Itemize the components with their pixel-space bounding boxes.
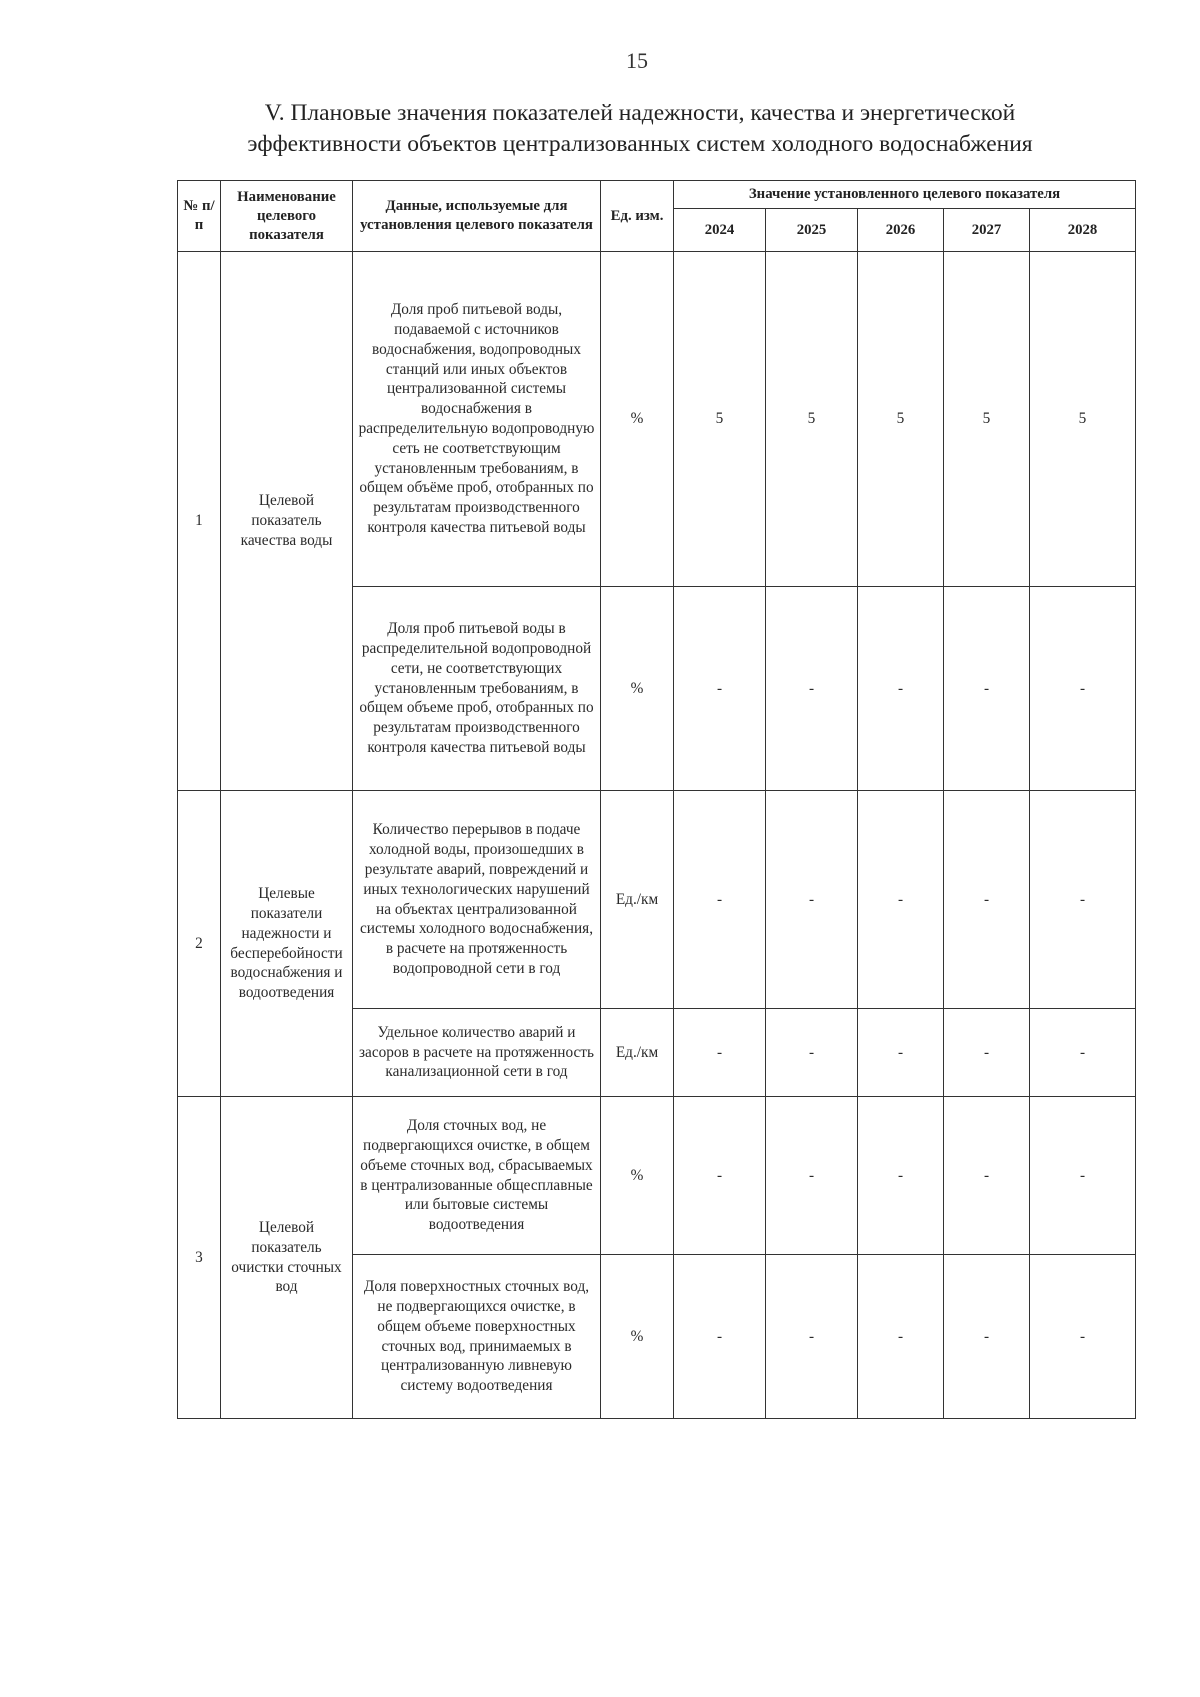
- header-year: 2024: [674, 209, 766, 252]
- header-data-used: Данные, используемые для установления целевого показателя: [353, 181, 601, 252]
- value-cell: -: [766, 1097, 858, 1255]
- value-cell: -: [766, 1009, 858, 1097]
- value-cell: -: [858, 587, 944, 791]
- section-title-line-1: V. Плановые значения показателей надежности, качества и энергетической: [264, 100, 1016, 126]
- indicator-data: Доля поверхностных сточных вод, не подвергающихся очистке, в общем объеме поверхностных сточных вод, принимаемых в централизованную ливневую систему водоотведения: [353, 1255, 601, 1419]
- value-cell: -: [858, 791, 944, 1009]
- value-cell: -: [944, 1255, 1030, 1419]
- value-cell: -: [858, 1255, 944, 1419]
- indicator-name: Целевой показатель качества воды: [221, 252, 353, 791]
- page-number: 15: [626, 48, 648, 73]
- value-cell: -: [944, 1097, 1030, 1255]
- row-number: 3: [178, 1097, 221, 1419]
- header-year: 2028: [1030, 209, 1136, 252]
- value-cell: -: [858, 1097, 944, 1255]
- value-cell: -: [674, 791, 766, 1009]
- value-cell: 5: [944, 252, 1030, 587]
- header-indicator-name: Наименование целевого показателя: [221, 181, 353, 252]
- indicator-data: Удельное количество аварий и засоров в расчете на протяженность канализационной сети в год: [353, 1009, 601, 1097]
- section-title: [150, 98, 1130, 160]
- value-cell: -: [674, 587, 766, 791]
- unit-cell: Ед./км: [601, 791, 674, 1009]
- value-cell: -: [944, 587, 1030, 791]
- value-cell: -: [1030, 791, 1136, 1009]
- indicator-data: Количество перерывов в подаче холодной воды, произошедших в результате аварий, повреждений и иных технологических нарушений на объектах централизованной системы холодного водоснабжения, в расчете на протяженность водопроводной сети в год: [353, 791, 601, 1009]
- unit-cell: %: [601, 1255, 674, 1419]
- header-unit: Ед. изм.: [601, 181, 674, 252]
- value-cell: -: [944, 791, 1030, 1009]
- header-num: № п/п: [178, 181, 221, 252]
- table-row: [178, 791, 1136, 1009]
- unit-cell: %: [601, 587, 674, 791]
- section-title-line-2: эффективности объектов централизованных систем холодного водоснабжения: [247, 131, 1033, 157]
- value-cell: -: [674, 1009, 766, 1097]
- indicator-name: Целевой показатель очистки сточных вод: [221, 1097, 353, 1419]
- indicator-data: Доля сточных вод, не подвергающихся очистке, в общем объеме сточных вод, сбрасываемых в централизованные общесплавные или бытовые системы водоотведения: [353, 1097, 601, 1255]
- value-cell: -: [766, 587, 858, 791]
- indicator-name: Целевые показатели надежности и бесперебойности водоснабжения и водоотведения: [221, 791, 353, 1097]
- value-cell: -: [1030, 587, 1136, 791]
- header-target-values: Значение установленного целевого показателя: [674, 181, 1136, 209]
- value-cell: -: [674, 1097, 766, 1255]
- value-cell: -: [1030, 1255, 1136, 1419]
- value-cell: -: [766, 791, 858, 1009]
- value-cell: -: [858, 1009, 944, 1097]
- value-cell: -: [674, 1255, 766, 1419]
- value-cell: 5: [766, 252, 858, 587]
- value-cell: -: [944, 1009, 1030, 1097]
- value-cell: -: [1030, 1097, 1136, 1255]
- value-cell: 5: [674, 252, 766, 587]
- row-number: 1: [178, 252, 221, 791]
- unit-cell: %: [601, 1097, 674, 1255]
- table-row: [178, 1097, 1136, 1255]
- unit-cell: Ед./км: [601, 1009, 674, 1097]
- indicator-data: Доля проб питьевой воды, подаваемой с источников водоснабжения, водопроводных станций или иных объектов централизованной системы водоснабжения в распределительную водопроводную сеть не соответствующим установленным требованиям, в общем объёме проб, отобранных по результатам производственного контроля качества питьевой воды: [353, 252, 601, 587]
- value-cell: 5: [858, 252, 944, 587]
- target-indicators-table: [177, 180, 1136, 1419]
- value-cell: 5: [1030, 252, 1136, 587]
- row-number: 2: [178, 791, 221, 1097]
- value-cell: -: [766, 1255, 858, 1419]
- value-cell: -: [1030, 1009, 1136, 1097]
- table-row: [178, 252, 1136, 587]
- header-year: 2027: [944, 209, 1030, 252]
- header-year: 2025: [766, 209, 858, 252]
- indicator-data: Доля проб питьевой воды в распределительной водопроводной сети, не соответствующих установленным требованиям, в общем объеме проб, отобранных по результатам производственного контроля качества питьевой воды: [353, 587, 601, 791]
- header-year: 2026: [858, 209, 944, 252]
- unit-cell: %: [601, 252, 674, 587]
